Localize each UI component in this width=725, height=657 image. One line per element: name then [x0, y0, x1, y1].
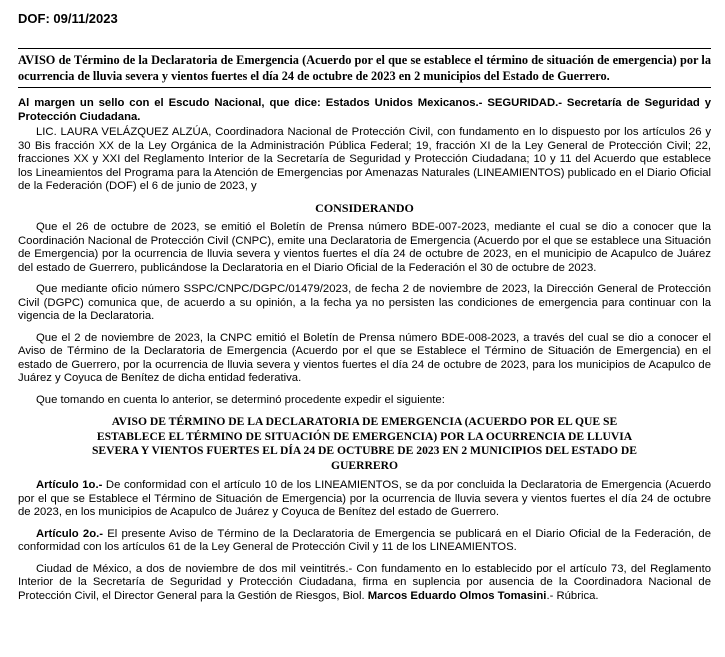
considerando-paragraph-2: Que mediante oficio número SSPC/CNPC/DGPC/01479/2023, de fecha 2 de noviembre de 2023, la Dirección General de Protección Civil (DGPC) comunica que, de acuerdo a su opinión, a la fecha ya no persisten las condiciones de emergencia para continuar con la vigencia de la Declaratoria.	[18, 283, 711, 322]
considerando-paragraph-4: Que tomando en cuenta lo anterior, se determinó procedente expedir el siguiente:	[36, 393, 445, 406]
notice-heading: AVISO DE TÉRMINO DE LA DECLARATORIA DE EMERGENCIA (ACUERDO POR EL QUE SE ESTABLECE EL TÉRMINO DE SITUACIÓN DE EMERGENCIA) POR LA OCURRENCIA DE LLUVIA SEVERA Y VIENTOS FUERTES EL DÍA 24 DE OCTUBRE DE 2023 EN 2 MUNICIPIOS DEL ESTADO DE GUERRERO	[91, 415, 638, 472]
article-1-label: Artículo 1o.-	[36, 479, 103, 491]
closing-suffix: .- Rúbrica.	[546, 589, 599, 602]
considerando-paragraph-1: Que el 26 de octubre de 2023, se emitió el Boletín de Prensa número BDE-007-2023, mediante el cual se dio a conocer que la Coordinación Nacional de Protección Civil (CNPC), emite una Declaratoria de Emergencia (Acuerdo por el que se establece una Situación de Emergencia) por la ocurrencia de lluvia severa y vientos fuertes el día 24 de octubre de 2023, en el municipio de Acapulco de Juárez del estado de Guerrero, publicándose la Declaratoria en el Diario Oficial de la Federación el 30 de octubre de 2023.	[18, 221, 711, 274]
closing-text: Ciudad de México, a dos de noviembre de dos mil veintitrés.- Con fundamento en lo establecido por el artículo 73, del Reglamento Interior de la Secretaría de Seguridad y Protección Ciudadana, firma en suplencia por ausencia de la Coordinadora Nacional de Protección Civil, el Director General para la Gestión de Riesgos, Biol.	[18, 562, 711, 602]
article-2	[18, 528, 711, 555]
article-1-text: De conformidad con el artículo 10 de los LINEAMIENTOS, se da por concluida la Declaratoria de Emergencia (Acuerdo por el que se Establece el Término de Situación de Emergencia) por la ocurrencia de lluvia severa y vientos fuertes el día 24 de octubre de 2023, en los municipios de Acapulco de Juárez y Coyuca de Benítez del estado de Guerrero.	[18, 479, 711, 518]
considerando-paragraph-3: Que el 2 de noviembre de 2023, la CNPC emitió el Boletín de Prensa número BDE-008-2023, a través del cual se dio a conocer el Aviso de Término de la Declaratoria de Emergencia (Acuerdo por el que se Establece el Término de Situación de Emergencia) en el estado de Guerrero, por la ocurrencia de lluvia severa y vientos fuertes el día 24 de octubre de 2023, para los municipios de Acapulco de Juárez y Coyuca de Benítez de dicha entidad federativa.	[18, 331, 711, 384]
title-bottom-rule	[18, 87, 711, 88]
dof-date: DOF: 09/11/2023	[18, 11, 118, 26]
closing-paragraph	[18, 563, 711, 604]
article-2-text: El presente Aviso de Término de la Declaratoria de Emergencia se publicará en el Diario Oficial de la Federación, de conformidad con los artículos 61 de la Ley General de Protección Civil y 11 de los LINEAMIENTOS.	[18, 527, 711, 553]
considerando-heading: CONSIDERANDO	[315, 200, 414, 215]
title-top-rule	[18, 48, 711, 49]
article-1	[18, 479, 711, 520]
article-2-label: Artículo 2o.-	[36, 527, 103, 540]
document-title: AVISO de Término de la Declaratoria de Emergencia (Acuerdo por el que se establece el término de situación de emergencia) por la ocurrencia de lluvia severa y vientos fuertes el día 24 de octubre de 2023 en 2 municipios del Estado de Guerrero.	[18, 53, 711, 83]
document-body	[18, 97, 711, 611]
margin-note: Al margen un sello con el Escudo Nacional, que dice: Estados Unidos Mexicanos.- SEGURIDAD.- Secretaría de Seguridad y Protección Ciudadana.	[18, 97, 711, 123]
signer-name: Marcos Eduardo Olmos Tomasini	[367, 589, 547, 602]
intro-paragraph: LIC. LAURA VELÁZQUEZ ALZÚA, Coordinadora Nacional de Protección Civil, con fundamento en lo dispuesto por los artículos 26 y 30 Bis fracción XX de la Ley Orgánica de la Administración Pública Federal; 19, fracción XI de la Ley General de Protección Civil; 22, fracciones XX y XXI del Reglamento Interior de la Secretaría de Seguridad y Protección Ciudadana; 10 y 11 del Acuerdo que establece los Lineamientos del Programa para la Atención de Emergencias por Amenazas Naturales (LINEAMIENTOS) publicado en el Diario Oficial de la Federación (DOF) el 6 de junio de 2023, y	[18, 126, 711, 192]
